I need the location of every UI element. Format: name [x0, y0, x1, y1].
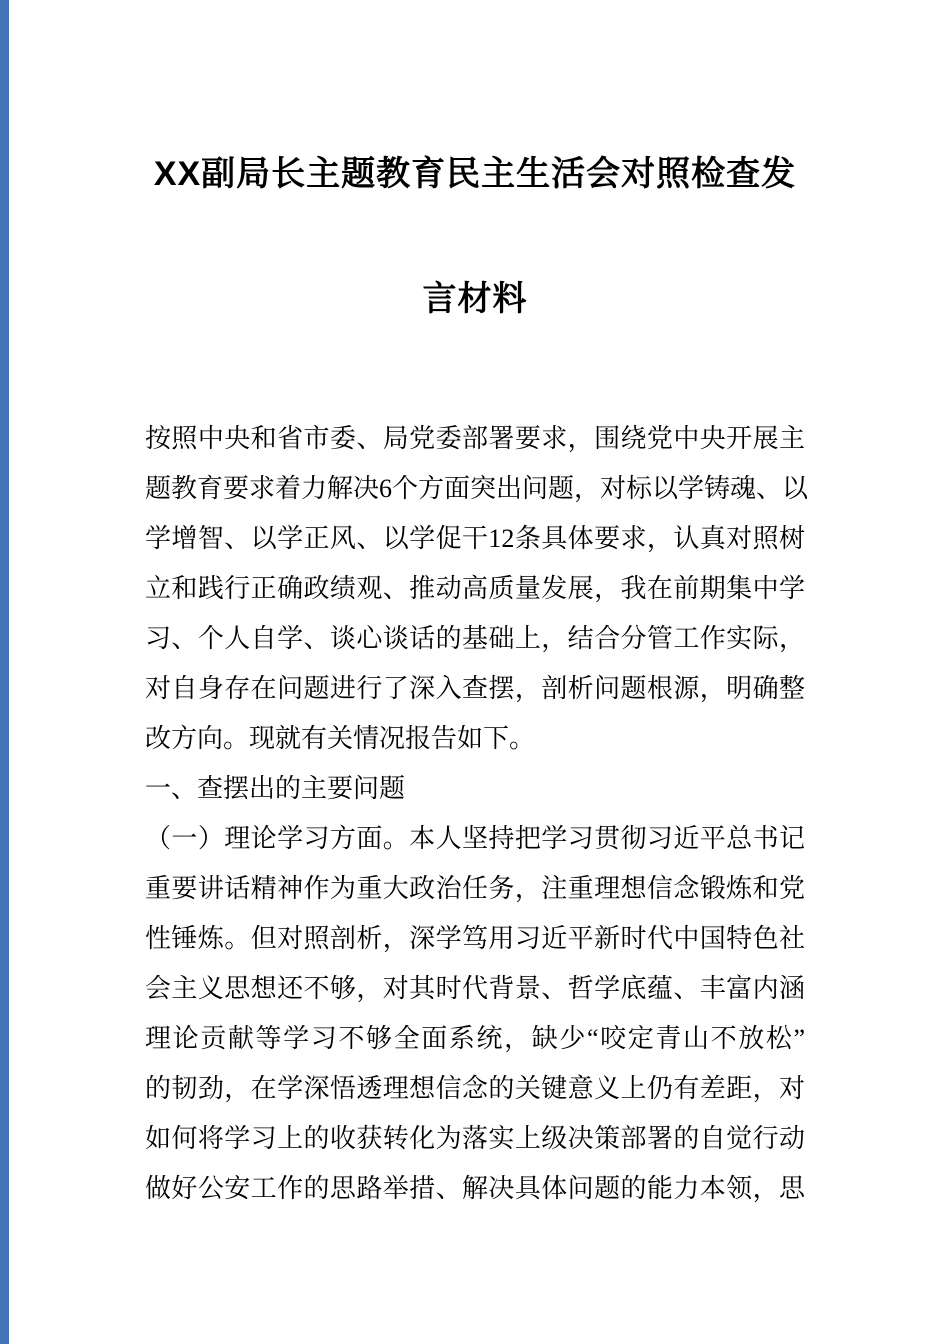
body-line: 习、个人自学、谈心谈话的基础上，结合分管工作实际，	[145, 624, 805, 653]
body-line: 对自身存在问题进行了深入查摆，剖析问题根源，明确整	[145, 674, 805, 703]
body-line: 重要讲话精神作为重大政治任务，注重理想信念锻炼和党	[145, 874, 805, 903]
title-line-1: XX副局长主题教育民主生活会对照检查发	[153, 155, 797, 193]
body-line: 按照中央和省市委、局党委部署要求，围绕党中央开展主	[145, 424, 805, 453]
body-line: 题教育要求着力解决6个方面突出问题，对标以学铸魂、以	[145, 474, 809, 503]
document-body	[145, 414, 809, 1214]
body-line: 的韧劲，在学深悟透理想信念的关键意义上仍有差距，对	[145, 1074, 805, 1103]
body-line: 改方向。现就有关情况报告如下。	[145, 724, 536, 753]
body-line: 做好公安工作的思路举措、解决具体问题的能力本领，思	[145, 1174, 805, 1203]
document-title	[145, 0, 805, 362]
body-line: 立和践行正确政绩观、推动高质量发展，我在前期集中学	[145, 574, 805, 603]
body-line: （一）理论学习方面。本人坚持把学习贯彻习近平总书记	[145, 824, 805, 853]
body-line: 会主义思想还不够，对其时代背景、哲学底蕴、丰富内涵	[145, 974, 805, 1003]
section-heading: 一、查摆出的主要问题	[145, 774, 406, 803]
body-line: 性锤炼。但对照剖析，深学笃用习近平新时代中国特色社	[145, 924, 805, 953]
body-line: 如何将学习上的收获转化为落实上级决策部署的自觉行动	[145, 1124, 805, 1153]
body-line: 学增智、以学正风、以学促干12条具体要求，认真对照树	[145, 524, 805, 553]
left-accent-bar	[0, 0, 9, 1344]
title-line-2: 言材料	[422, 280, 528, 318]
body-line: 理论贡献等学习不够全面系统，缺少“咬定青山不放松”	[145, 1024, 805, 1053]
